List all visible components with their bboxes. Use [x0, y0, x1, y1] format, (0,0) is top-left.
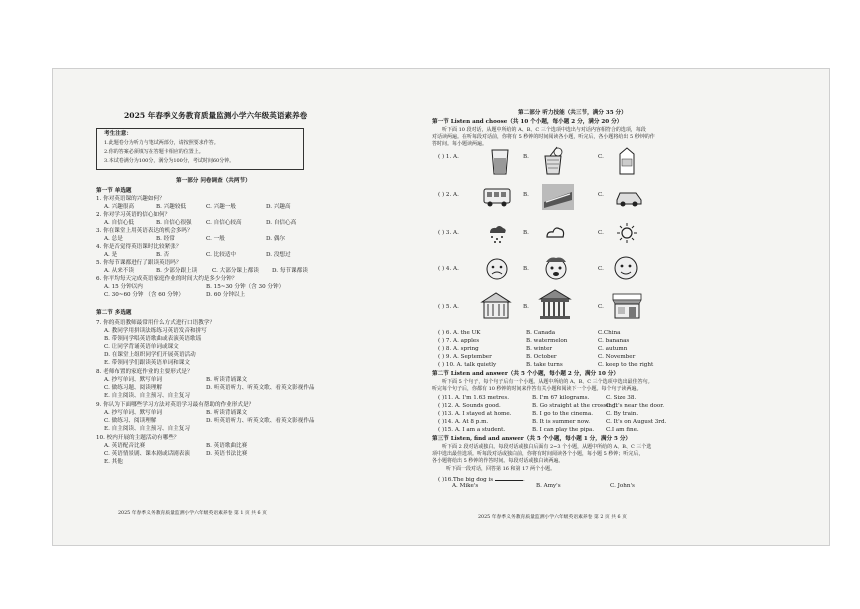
- option: B. 听读背诵课文: [206, 410, 248, 416]
- instruction-line: 对话读两遍。在听每段对话前，你将有 5 秒钟的时间阅读各小题，听完后，各小题将给出 5 秒钟的作: [432, 134, 655, 140]
- section2-heading: 第二节 Listen and answer（共 5 个小题，每小题 2 分，满分 10 分）: [432, 371, 619, 377]
- section1-heading: 第一节 Listen and choose（共 10 个小题，每小题 2 分，满分 20 分）: [432, 119, 623, 125]
- option: C. It's on August 3rd.: [606, 419, 667, 425]
- option: A. 总是: [104, 236, 123, 242]
- picture-question-5: ( ) 5. A.: [438, 304, 459, 310]
- question-10: 10. 校内开展的主题活动有哪些？: [96, 435, 180, 441]
- angry-face-icon: [542, 254, 570, 282]
- option: B. It is summer now.: [532, 419, 591, 425]
- part1-title: 第一部分 问卷调查（共两节）: [176, 178, 251, 184]
- option: C. bananas: [598, 338, 630, 344]
- option: E. 自主阅读、自主预习、自主复习: [104, 426, 190, 432]
- instruction-line: 听下面 10 段对话，从题中所给的 A、B、C 三个选项中选出与对话内容相符合的选项，每段: [442, 127, 646, 133]
- option: B. watermelon: [526, 338, 568, 344]
- option: B. Canada: [526, 330, 556, 336]
- exam-sheet: [52, 68, 830, 546]
- option: E. 自主阅读、自主预习、自主复习: [104, 393, 190, 399]
- option: C. 英语情景剧、课本剧或话剧表演: [104, 451, 190, 457]
- option: A. 兴趣很高: [104, 204, 134, 210]
- option: D. 没想过: [266, 252, 291, 258]
- sun-icon: [616, 222, 638, 244]
- car-icon: [614, 186, 644, 208]
- option: E. 带领同学们跟读英语单词和课文: [104, 360, 190, 366]
- option-b-label: B.: [523, 304, 529, 310]
- question-6: 6. 你平均每天完成英语家庭作业的时间大约是多少分钟？: [96, 276, 238, 282]
- option: A. 抄写单词、默写单词: [104, 410, 162, 416]
- option: A. 15 分钟以内: [104, 284, 143, 290]
- section1-title: 第一节 单选题: [96, 188, 132, 194]
- question-11: ( )11. A. I'm 1.63 metres.: [438, 395, 509, 401]
- school-building-icon: [480, 290, 512, 320]
- option: A. 从来不读: [104, 268, 134, 274]
- question-3: 3. 你在课堂上用英语表达的机会多吗？: [96, 228, 193, 234]
- option: C. 兴趣一般: [206, 204, 237, 210]
- option: C. Size 38.: [606, 395, 637, 401]
- question-8: ( ) 8. A. spring: [438, 346, 479, 352]
- question-16: ( )16.The big dog is .: [438, 477, 525, 483]
- option: A. 是: [104, 252, 118, 258]
- juice-icon: [542, 146, 564, 176]
- option: C. 比较适中: [206, 252, 237, 258]
- option: B. Go straight at the crossing.: [532, 403, 618, 409]
- option: D. 听英语听力、听英文歌、看英文影视作品: [206, 385, 315, 391]
- question-10: ( ) 10. A. talk quietly: [438, 362, 497, 368]
- train-icon: [542, 184, 574, 210]
- option: C. 做练习、阅读理解: [104, 418, 157, 424]
- option: C.I am fine.: [606, 427, 639, 433]
- question-8: 8. 老师布置的家庭作业的主要形式是？: [96, 369, 193, 375]
- option: B. 听读背诵课文: [206, 377, 248, 383]
- answer-blank: [495, 475, 523, 481]
- snow-cloud-icon: [486, 222, 508, 244]
- question-13: ( )13. A. I stayed at home.: [438, 411, 512, 417]
- milk-carton-icon: [617, 146, 637, 176]
- option: C.China: [598, 330, 621, 336]
- instruction-line: 项中选出最佳选项。听每段对话或独白前，你将有时间阅读各个小题，每小题 5 秒钟；听完后，: [432, 451, 644, 457]
- option: C. keep to the right: [598, 362, 654, 368]
- option: B. Amy's: [536, 483, 561, 489]
- sub-instruction: 听下面一段对话，回答第 16 和第 17 两个小题。: [446, 466, 556, 472]
- option: E. 其他: [104, 459, 123, 465]
- question-7: ( ) 7. A. apples: [438, 338, 480, 344]
- surprised-face-icon: [612, 254, 640, 282]
- option: C. 自信心较高: [206, 220, 242, 226]
- option: B. 自信心很强: [156, 220, 192, 226]
- option: A. Mike's: [452, 483, 479, 489]
- notice-line: 1.此题卷分为听力与笔试两部分，请按照要求作答。: [104, 140, 219, 146]
- option: C. By train.: [606, 411, 639, 417]
- option-c-label: C.: [598, 230, 604, 236]
- option: B. 兴趣较低: [156, 204, 187, 210]
- question-12: ( )12. A. Sounds good.: [438, 403, 501, 409]
- instruction-line: 听下面 5 个句子，每个句子后有一个小题。从题中所给的 A、B、C 三个选项中选出最佳答句。: [442, 379, 653, 385]
- picture-question-1: ( ) 1. A.: [438, 154, 459, 160]
- question-16-stem: ( )16.The big dog is: [438, 477, 494, 483]
- option: B. I go to the cinema.: [532, 411, 593, 417]
- option-c-label: C.: [598, 192, 604, 198]
- question-7: 7. 你的英语教师最常用什么方式进行口语教学？: [96, 320, 215, 326]
- option: A. 抄写单词、默写单词: [104, 377, 162, 383]
- option-c-label: C.: [598, 154, 604, 160]
- option: C. John's: [610, 483, 635, 489]
- notice-line: 3.本试卷满分为100分，满分为100分，考试时间60分钟。: [104, 158, 235, 164]
- bus-icon: [482, 186, 512, 208]
- notice-line: 2.你的答案必须填写在答题卡相应的位置上。: [104, 149, 204, 155]
- instruction-line: 听下面 2 段对话或独白。每段对话或独白后面有 2~3 个小题，从题中所给的 A、B、C 三个选: [442, 444, 652, 450]
- option: D. 听英语听力、听英文歌、看英文影视作品: [206, 418, 315, 424]
- option: C. 一般: [206, 236, 225, 242]
- page-footer: 2025 年春季义务教育质量监测小学六年级英语素养卷 第 1 页 共 6 页: [118, 511, 267, 516]
- option: C. It's near the door.: [606, 403, 665, 409]
- instruction-line: 各小题将给出 5 秒钟的作答时间。每段对话或独白读两遍。: [432, 458, 564, 464]
- option: C. autumn: [598, 346, 628, 352]
- page-footer: 2025 年春季义务教育质量监测小学六年级英语素养卷 第 2 页 共 6 页: [478, 515, 627, 520]
- option-c-label: C.: [598, 304, 604, 310]
- part2-title: 第二部分 听力技能（共三节，满分 35 分）: [518, 110, 627, 116]
- right-page: [432, 68, 830, 546]
- option: C. 大部分课上都读: [212, 268, 259, 274]
- section2-title: 第二节 多选题: [96, 310, 132, 316]
- question-6: ( ) 6. A. the UK: [438, 330, 481, 336]
- option: A. 英语配音比赛: [104, 443, 146, 449]
- option: C. 30~60 分钟 （含 60 分钟）: [104, 292, 184, 298]
- option: D. 兴趣高: [266, 204, 291, 210]
- option: B. I'm 67 kilograms.: [532, 395, 590, 401]
- option: B. 英语歌曲比赛: [206, 443, 248, 449]
- toy-shop-icon: [610, 290, 644, 320]
- option: D. 每节课都读: [272, 268, 308, 274]
- exam-title: 2025 年春季义务教育质量监测小学六年级英语素养卷: [124, 111, 308, 120]
- question-2: 2. 你对学习英语的信心如何？: [96, 212, 171, 218]
- question-9: 9. 你认为下面哪些学习方法对英语学习最有帮助的作业形式是？: [96, 402, 255, 408]
- option: B. I can play the pipa.: [532, 427, 595, 433]
- notice-heading: 考生注意：: [104, 131, 132, 137]
- option: B. October: [526, 354, 557, 360]
- option: B. take turns: [526, 362, 563, 368]
- option: B. 否: [156, 252, 170, 258]
- option: C. 让同学背诵英语单词或课文: [104, 344, 179, 350]
- option: D. 在课堂上组织同学们开展英语活动: [104, 352, 196, 358]
- instruction-line: 答时间。每小题读两遍。: [432, 141, 488, 147]
- cloud-icon: [544, 222, 566, 244]
- question-1: 1. 你对英语课的兴趣如何？: [96, 196, 165, 202]
- glass-of-water-icon: [490, 148, 510, 176]
- question-5: 5. 你每节课都进行了跟读英语吗？: [96, 260, 182, 266]
- option: C. November: [598, 354, 636, 360]
- question-15: ( )15. A. I am a student.: [438, 427, 506, 433]
- sad-face-icon: [484, 256, 510, 282]
- picture-question-4: ( ) 4. A.: [438, 266, 459, 272]
- option: B. 15~30 分钟（含 30 分钟）: [206, 284, 285, 290]
- question-9: ( ) 9. A. September: [438, 354, 492, 360]
- option-b-label: B.: [523, 192, 529, 198]
- option: A. 教同学用拼读法练练习英语发音和拼写: [104, 328, 207, 334]
- option: B. 带领同学唱英语歌曲或表演英语歌谣: [104, 336, 202, 342]
- picture-question-3: ( ) 3. A.: [438, 230, 459, 236]
- question-4: 4. 你是否觉得英语课时比较紧张？: [96, 244, 182, 250]
- museum-building-icon: [538, 288, 572, 320]
- option: B. 少部分跟上读: [156, 268, 198, 274]
- picture-question-2: ( ) 2. A.: [438, 192, 459, 198]
- left-page: [52, 68, 407, 546]
- option: C. 做练习题、阅读理解: [104, 385, 162, 391]
- option: D. 英语书法比赛: [206, 451, 248, 457]
- option: D. 偶尔: [266, 236, 286, 242]
- option-b-label: B.: [523, 154, 529, 160]
- option: D. 自信心高: [266, 220, 297, 226]
- option: D. 60 分钟以上: [206, 292, 246, 298]
- section3-heading: 第三节 Listen, find and answer（共 5 个小题，每小题 1 分，满分 5 分）: [432, 436, 632, 442]
- option-b-label: B.: [523, 266, 529, 272]
- question-14: ( )14. A. At 8 p.m.: [438, 419, 489, 425]
- instruction-line: 听完每个句子后，你都有 10 秒钟的时间来作答有关小题和阅读下一个小题。每个句子读两遍。: [432, 386, 642, 392]
- option: A. 自信心低: [104, 220, 134, 226]
- option-b-label: B.: [523, 230, 529, 236]
- option: B. 经常: [156, 236, 175, 242]
- option: B. winter: [526, 346, 553, 352]
- option-c-label: C.: [598, 266, 604, 272]
